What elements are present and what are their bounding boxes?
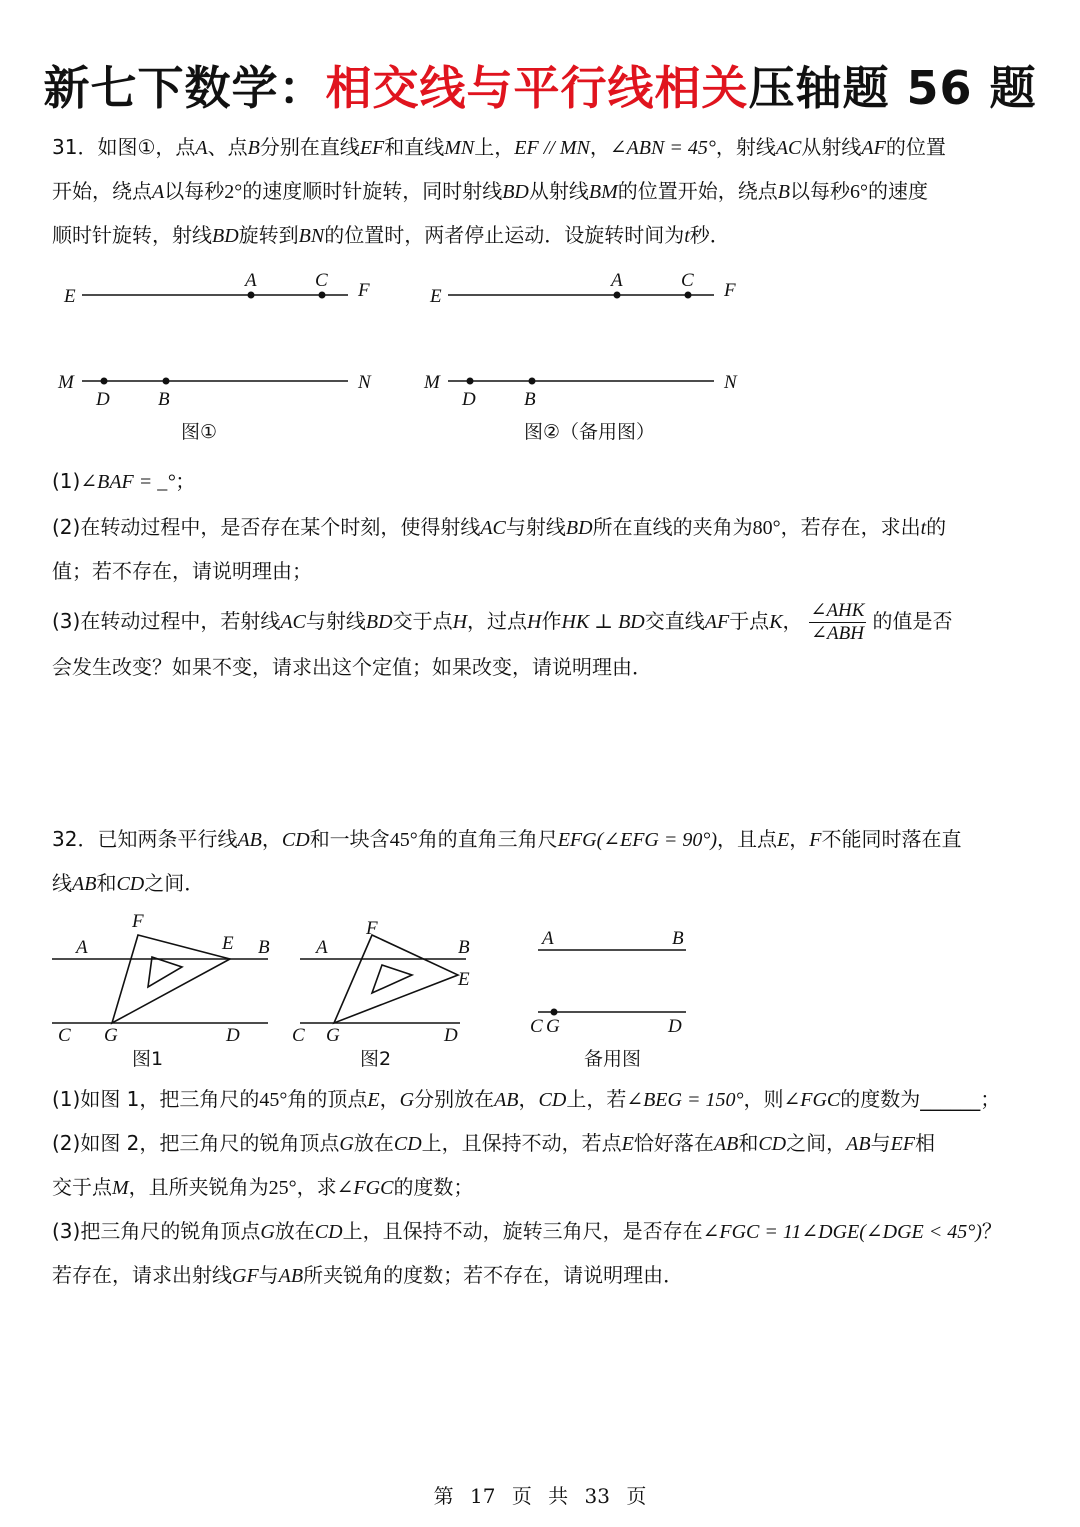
label-G-fig1: G	[104, 1025, 118, 1046]
fig2-caption: 图②（备用图）	[524, 421, 656, 443]
label-A-fig1: A	[76, 937, 88, 958]
fig1-caption: 图①	[181, 421, 218, 443]
label-E-2: E	[430, 286, 442, 307]
fraction-ahk-abh: $\frac{\text{∠AHK}}{\text{∠ABH}}$	[810, 600, 865, 644]
q32-parts: (1)如图 1，把三角尺的45°角的顶点E，G分别放在AB，CD上，若∠BEG = 150°，则∠FGC的度数为______； (2)如图 2，把三角尺的锐角顶点G放在CD上，且保持不动，若点E恰好落在AB和CD之间，AB与EF相 交于点M，且所夹锐角为25°，求∠FGC的度数； (3)把三角尺的锐角顶点G放在CD上，且保持不动，旋转三角尺，是否存在∠FGC = 11∠DGE(∠DGE < 45°)？ 若存在，请求出射线GF与AB所夹锐角的度数；若不存在，请说明理由．	[52, 1078, 1032, 1298]
label-F-fig2: F	[366, 918, 378, 939]
label-C: C	[315, 270, 328, 291]
point-C-2	[685, 292, 692, 299]
point-A	[248, 292, 255, 299]
q32-part-3: (3)把三角尺的锐角顶点G放在CD上，且保持不动，旋转三角尺，是否存在∠FGC = 11∠DGE(∠DGE < 45°)？	[52, 1219, 1002, 1243]
title-part-1: 新七下数学：	[43, 61, 326, 115]
label-D-fig3: D	[668, 1016, 682, 1037]
point-C	[319, 292, 326, 299]
label-B-fig1: B	[258, 937, 270, 958]
label-A-fig3: A	[542, 928, 554, 949]
label-D-2: D	[462, 389, 476, 410]
q31-stem: 31．如图①，点A、点B分别在直线EF和直线MN上，EF // MN，∠ABN = 45°，射线AC从射线AF的位置 开始，绕点A以每秒2°的速度顺时针旋转，同时射线BD从射线BM的位置开始，绕点B以每秒6°的速度 顺时针旋转，射线BD旋转到BN的位置时，两者停止运动．设旋转时间为t秒．	[52, 135, 946, 247]
label-B-fig2: B	[458, 937, 470, 958]
label-M-2: M	[424, 372, 440, 393]
point-A-2	[614, 292, 621, 299]
label-C-fig1: C	[58, 1025, 71, 1046]
label-G-fig3: G	[546, 1016, 560, 1037]
label-G-fig2: G	[326, 1025, 340, 1046]
q31-figure-2	[448, 295, 714, 381]
q31-part-3: (3)在转动过程中，若射线AC与射线BD交于点H，过点H作HK ⊥ BD交直线AF于点K， $\frac{\text{∠AHK}}{\text{∠ABH}}$ 的值是否	[52, 600, 953, 644]
label-B: B	[158, 389, 170, 410]
page-footer: 第 17 页 共 33 页	[433, 1484, 647, 1508]
label-F: F	[358, 280, 370, 301]
q32-stem: 32．已知两条平行线AB，CD和一块含45°角的直角三角尺EFG(∠EFG = 90°)，且点E，F不能同时落在直 线AB和CD之间．	[52, 827, 962, 895]
label-B-2: B	[524, 389, 536, 410]
label-C-fig2: C	[292, 1025, 305, 1046]
q32-part-1: (1)如图 1，把三角尺的45°角的顶点E，G分别放在AB，CD上，若∠BEG = 150°，则∠FGC的度数为______；	[52, 1087, 1001, 1111]
label-B-fig3: B	[672, 928, 684, 949]
point-D-2	[467, 378, 474, 385]
q31-part-2: (2)在转动过程中，是否存在某个时刻，使得射线AC与射线BD所在直线的夹角为80°，若存在，求出t的	[52, 515, 947, 539]
q32-part-2: (2)如图 2，把三角尺的锐角顶点G放在CD上，且保持不动，若点E恰好落在AB和CD之间，AB与EF相	[52, 1131, 935, 1155]
label-A-fig2: A	[316, 937, 328, 958]
q31-parts: (1)∠BAF = _°； (2)在转动过程中，是否存在某个时刻，使得射线AC与射线BD所在直线的夹角为80°，若存在，求出t的 值；若不存在，请说明理由； (3)在转动过程中，若射线AC与射线BD交于点H，过点H作HK ⊥ BD交直线AF于点K， $\frac{\text{∠AHK}}{\text{∠ABH}}$ 的值是否 会发生改变？如果不变，请求出这个定值；如果改变，请说明理由．	[52, 460, 1032, 689]
label-E-fig1: E	[222, 933, 234, 954]
point-G-fig3	[551, 1009, 558, 1016]
q32-fig1-caption: 图1	[132, 1048, 164, 1070]
label-E-fig2: E	[458, 969, 470, 990]
label-A: A	[245, 270, 257, 291]
page-title	[0, 52, 1080, 118]
label-N-2: N	[724, 372, 737, 393]
label-F-2: F	[724, 280, 736, 301]
label-D-fig1: D	[226, 1025, 240, 1046]
label-E: E	[64, 286, 76, 307]
point-D	[101, 378, 108, 385]
label-C-2: C	[681, 270, 694, 291]
q32-fig3-caption: 备用图	[584, 1048, 642, 1070]
label-N: N	[358, 372, 371, 393]
label-D: D	[96, 389, 110, 410]
q31-figure-1	[82, 295, 348, 381]
q32-fig2-caption: 图2	[360, 1048, 392, 1070]
q31-part-1: (1)∠BAF = _°；	[52, 469, 196, 493]
point-B	[163, 378, 170, 385]
label-D-fig2: D	[444, 1025, 458, 1046]
label-M: M	[58, 372, 74, 393]
point-B-2	[529, 378, 536, 385]
label-C-fig3: C	[530, 1016, 543, 1037]
q31-figures	[0, 260, 1080, 450]
q32-figures	[0, 905, 1080, 1075]
q32-figure-3	[538, 950, 686, 1012]
label-A-2: A	[611, 270, 623, 291]
title-part-2-red: 相交线与平行线相关	[325, 61, 749, 115]
label-F-fig1: F	[132, 911, 144, 932]
title-part-3: 压轴题 56 题	[748, 61, 1037, 115]
